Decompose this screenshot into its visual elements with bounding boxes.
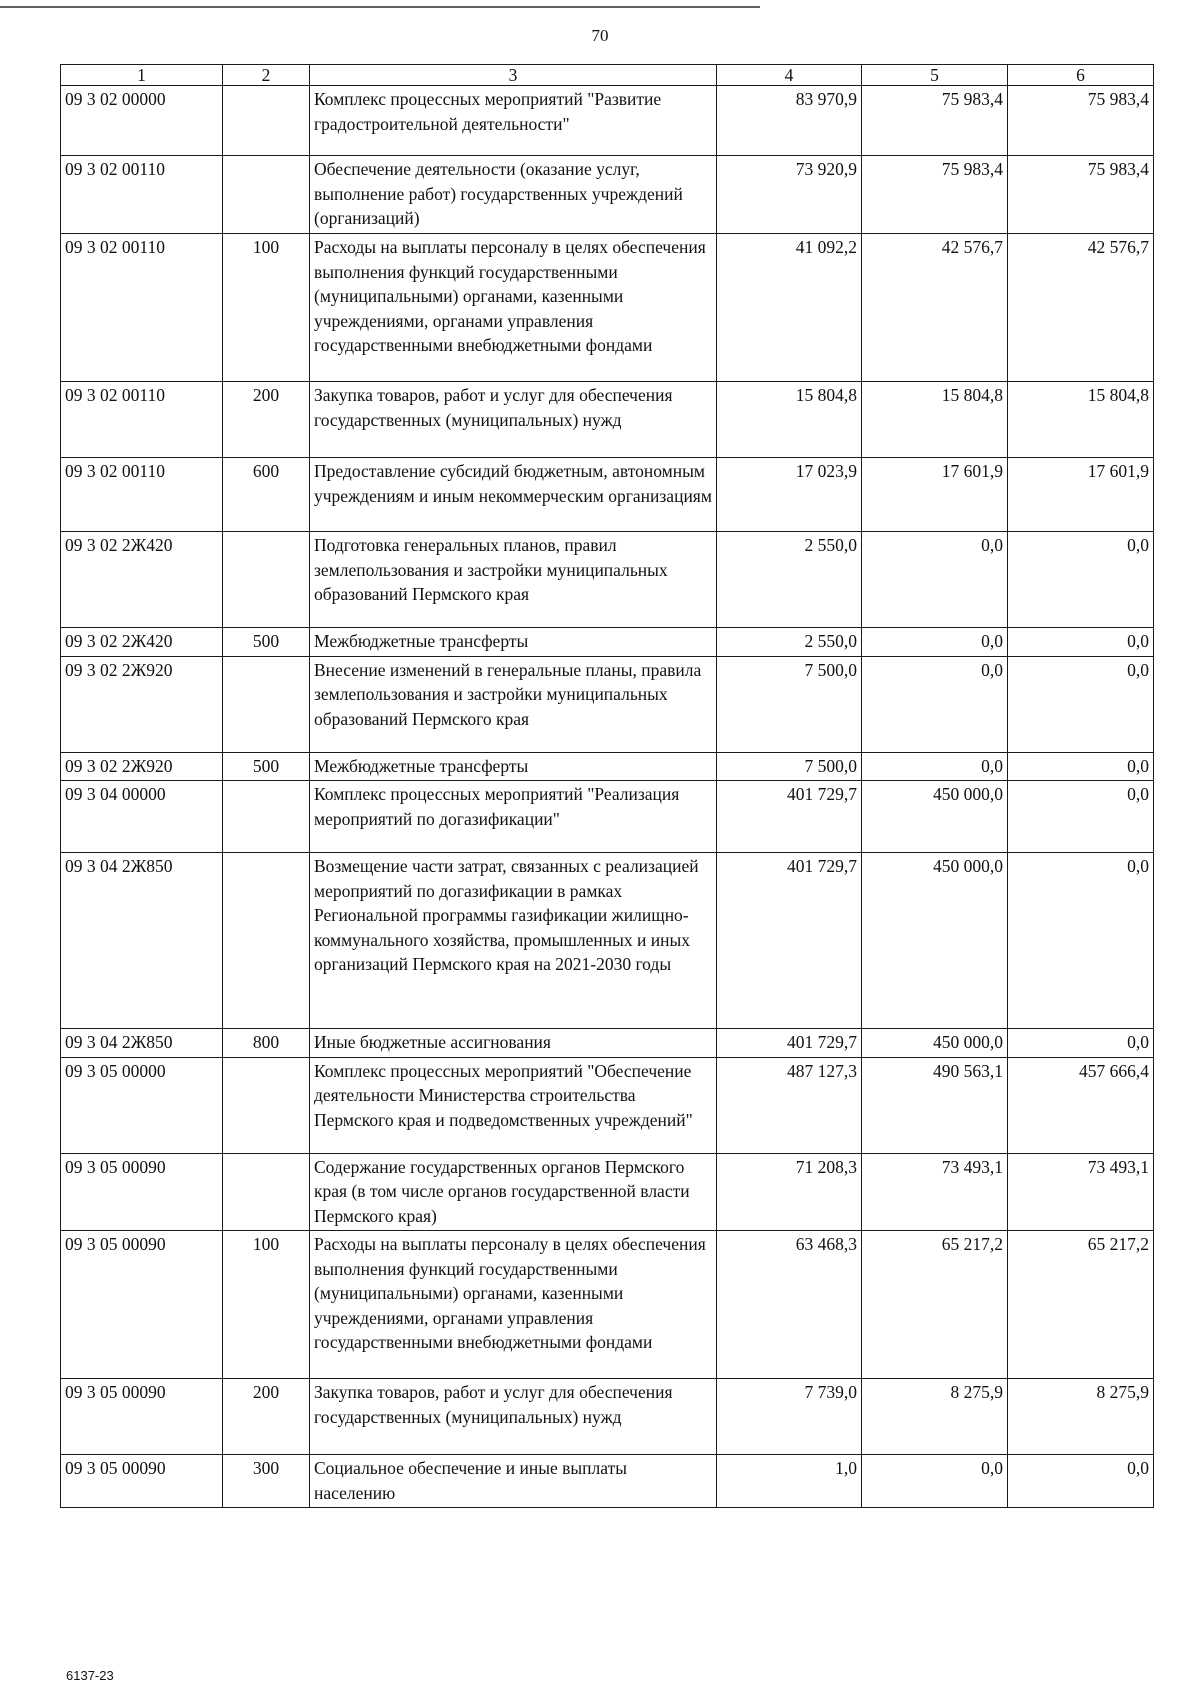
column-header: 5	[862, 65, 1008, 86]
item-name-cell: Комплекс процессных мероприятий "Развитие градостроительной деятельности"	[310, 86, 717, 156]
amount-col4-cell: 401 729,7	[717, 853, 862, 1029]
expense-type-cell	[223, 156, 310, 234]
item-name-cell: Социальное обеспечение и иные выплаты населению	[310, 1455, 717, 1508]
budget-code-cell: 09 3 05 00090	[61, 1153, 223, 1231]
amount-col6-cell: 8 275,9	[1008, 1379, 1154, 1455]
item-name-cell: Комплекс процессных мероприятий "Реализация мероприятий по догазификации"	[310, 781, 717, 853]
expense-type-cell: 600	[223, 458, 310, 532]
table-row	[61, 656, 1154, 752]
table-row	[61, 1379, 1154, 1455]
amount-col4-cell: 2 550,0	[717, 628, 862, 657]
amount-col5-cell: 8 275,9	[862, 1379, 1008, 1455]
amount-col5-cell: 490 563,1	[862, 1057, 1008, 1153]
budget-code-cell: 09 3 02 00110	[61, 234, 223, 382]
expense-type-cell	[223, 1057, 310, 1153]
amount-col4-cell: 401 729,7	[717, 781, 862, 853]
amount-col4-cell: 17 023,9	[717, 458, 862, 532]
budget-code-cell: 09 3 04 2Ж850	[61, 853, 223, 1029]
header-row	[61, 65, 1154, 86]
amount-col5-cell: 65 217,2	[862, 1231, 1008, 1379]
item-name-cell: Межбюджетные трансферты	[310, 752, 717, 781]
table-body	[61, 86, 1154, 1508]
amount-col4-cell: 7 500,0	[717, 656, 862, 752]
budget-code-cell: 09 3 02 00000	[61, 86, 223, 156]
budget-code-cell: 09 3 02 2Ж920	[61, 752, 223, 781]
column-header: 6	[1008, 65, 1154, 86]
budget-code-cell: 09 3 05 00000	[61, 1057, 223, 1153]
table-row	[61, 781, 1154, 853]
document-code: 6137-23	[66, 1668, 114, 1683]
expense-type-cell: 200	[223, 1379, 310, 1455]
amount-col6-cell: 457 666,4	[1008, 1057, 1154, 1153]
amount-col5-cell: 73 493,1	[862, 1153, 1008, 1231]
page-number: 70	[591, 26, 609, 45]
budget-code-cell: 09 3 05 00090	[61, 1231, 223, 1379]
table-row	[61, 1455, 1154, 1508]
item-name-cell: Расходы на выплаты персоналу в целях обеспечения выполнения функций государственными (муниципальными) органами, казенными учреждениями, органами управления государственными внебюджетными фондами	[310, 1231, 717, 1379]
expense-type-cell	[223, 656, 310, 752]
expense-type-cell	[223, 781, 310, 853]
amount-col6-cell: 0,0	[1008, 1029, 1154, 1058]
amount-col5-cell: 0,0	[862, 1455, 1008, 1508]
amount-col6-cell: 15 804,8	[1008, 382, 1154, 458]
amount-col4-cell: 401 729,7	[717, 1029, 862, 1058]
amount-col5-cell: 0,0	[862, 656, 1008, 752]
item-name-cell: Внесение изменений в генеральные планы, правила землепользования и застройки муниципальных образований Пермского края	[310, 656, 717, 752]
table-row	[61, 156, 1154, 234]
item-name-cell: Закупка товаров, работ и услуг для обеспечения государственных (муниципальных) нужд	[310, 382, 717, 458]
amount-col4-cell: 7 500,0	[717, 752, 862, 781]
item-name-cell: Обеспечение деятельности (оказание услуг, выполнение работ) государственных учреждений (организаций)	[310, 156, 717, 234]
expense-type-cell: 300	[223, 1455, 310, 1508]
item-name-cell: Закупка товаров, работ и услуг для обеспечения государственных (муниципальных) нужд	[310, 1379, 717, 1455]
expense-type-cell: 100	[223, 1231, 310, 1379]
table-row	[61, 853, 1154, 1029]
amount-col4-cell: 73 920,9	[717, 156, 862, 234]
expense-type-cell	[223, 86, 310, 156]
budget-code-cell: 09 3 04 2Ж850	[61, 1029, 223, 1058]
column-header: 4	[717, 65, 862, 86]
amount-col6-cell: 42 576,7	[1008, 234, 1154, 382]
item-name-cell: Содержание государственных органов Пермского края (в том числе органов государственной власти Пермского края)	[310, 1153, 717, 1231]
expense-type-cell	[223, 532, 310, 628]
item-name-cell: Предоставление субсидий бюджетным, автономным учреждениям и иным некоммерческим организациям	[310, 458, 717, 532]
amount-col6-cell: 0,0	[1008, 781, 1154, 853]
expense-type-cell: 800	[223, 1029, 310, 1058]
expense-type-cell: 500	[223, 628, 310, 657]
amount-col6-cell: 73 493,1	[1008, 1153, 1154, 1231]
table-row	[61, 1231, 1154, 1379]
budget-code-cell: 09 3 02 2Ж920	[61, 656, 223, 752]
amount-col5-cell: 15 804,8	[862, 382, 1008, 458]
item-name-cell: Расходы на выплаты персоналу в целях обеспечения выполнения функций государственными (муниципальными) органами, казенными учреждениями, органами управления государственными внебюджетными фондами	[310, 234, 717, 382]
table-row	[61, 532, 1154, 628]
budget-code-cell: 09 3 05 00090	[61, 1455, 223, 1508]
scan-edge-line	[0, 6, 760, 8]
table-row	[61, 382, 1154, 458]
amount-col5-cell: 0,0	[862, 628, 1008, 657]
budget-code-cell: 09 3 02 2Ж420	[61, 532, 223, 628]
amount-col6-cell: 0,0	[1008, 656, 1154, 752]
expense-type-cell	[223, 1153, 310, 1231]
amount-col5-cell: 0,0	[862, 532, 1008, 628]
amount-col5-cell: 75 983,4	[862, 156, 1008, 234]
budget-code-cell: 09 3 02 2Ж420	[61, 628, 223, 657]
amount-col4-cell: 41 092,2	[717, 234, 862, 382]
expense-type-cell	[223, 853, 310, 1029]
amount-col4-cell: 63 468,3	[717, 1231, 862, 1379]
amount-col4-cell: 83 970,9	[717, 86, 862, 156]
expense-type-cell: 100	[223, 234, 310, 382]
amount-col6-cell: 65 217,2	[1008, 1231, 1154, 1379]
amount-col4-cell: 2 550,0	[717, 532, 862, 628]
amount-col4-cell: 487 127,3	[717, 1057, 862, 1153]
item-name-cell: Подготовка генеральных планов, правил землепользования и застройки муниципальных образований Пермского края	[310, 532, 717, 628]
item-name-cell: Комплекс процессных мероприятий "Обеспечение деятельности Министерства строительства Пермского края и подведомственных учреждений"	[310, 1057, 717, 1153]
amount-col5-cell: 17 601,9	[862, 458, 1008, 532]
table-row	[61, 1029, 1154, 1058]
budget-code-cell: 09 3 05 00090	[61, 1379, 223, 1455]
amount-col5-cell: 450 000,0	[862, 853, 1008, 1029]
amount-col6-cell: 0,0	[1008, 532, 1154, 628]
table-row	[61, 86, 1154, 156]
expense-type-cell: 200	[223, 382, 310, 458]
expense-type-cell: 500	[223, 752, 310, 781]
amount-col6-cell: 75 983,4	[1008, 156, 1154, 234]
amount-col6-cell: 75 983,4	[1008, 86, 1154, 156]
amount-col6-cell: 0,0	[1008, 853, 1154, 1029]
item-name-cell: Возмещение части затрат, связанных с реализацией мероприятий по догазификации в рамках Региональной программы газификации жилищно-коммунального хозяйства, промышленных и иных организаций Пермского края на 2021-2030 годы	[310, 853, 717, 1029]
table-row	[61, 1153, 1154, 1231]
budget-code-cell: 09 3 04 00000	[61, 781, 223, 853]
column-header: 2	[223, 65, 310, 86]
table-row	[61, 234, 1154, 382]
amount-col5-cell: 42 576,7	[862, 234, 1008, 382]
table-row	[61, 628, 1154, 657]
amount-col4-cell: 15 804,8	[717, 382, 862, 458]
amount-col4-cell: 71 208,3	[717, 1153, 862, 1231]
item-name-cell: Межбюджетные трансферты	[310, 628, 717, 657]
table-row	[61, 1057, 1154, 1153]
budget-code-cell: 09 3 02 00110	[61, 156, 223, 234]
amount-col6-cell: 0,0	[1008, 1455, 1154, 1508]
amount-col6-cell: 0,0	[1008, 752, 1154, 781]
amount-col5-cell: 75 983,4	[862, 86, 1008, 156]
table-row	[61, 752, 1154, 781]
table-row	[61, 458, 1154, 532]
amount-col5-cell: 450 000,0	[862, 1029, 1008, 1058]
amount-col5-cell: 450 000,0	[862, 781, 1008, 853]
column-header: 1	[61, 65, 223, 86]
budget-table	[60, 64, 1154, 1508]
amount-col6-cell: 17 601,9	[1008, 458, 1154, 532]
amount-col6-cell: 0,0	[1008, 628, 1154, 657]
amount-col5-cell: 0,0	[862, 752, 1008, 781]
budget-code-cell: 09 3 02 00110	[61, 458, 223, 532]
amount-col4-cell: 7 739,0	[717, 1379, 862, 1455]
budget-code-cell: 09 3 02 00110	[61, 382, 223, 458]
item-name-cell: Иные бюджетные ассигнования	[310, 1029, 717, 1058]
column-header: 3	[310, 65, 717, 86]
amount-col4-cell: 1,0	[717, 1455, 862, 1508]
